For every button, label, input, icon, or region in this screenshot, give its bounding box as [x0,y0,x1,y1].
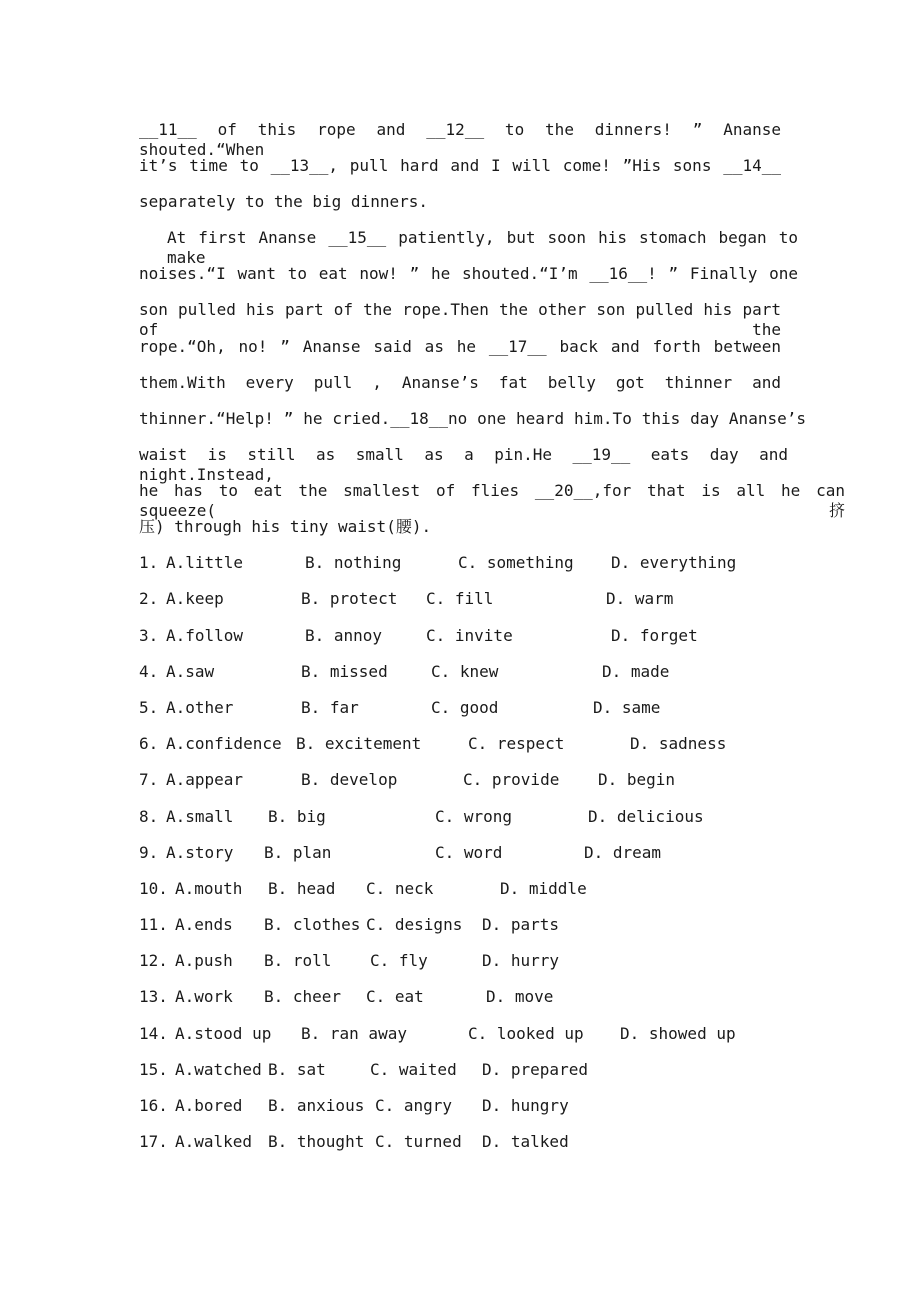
option-a: A.walked [175,1132,253,1151]
option-d: D. forget [611,626,698,645]
question-number: 16. [139,1096,168,1115]
question-row [139,915,560,935]
passage-line: it’s time to __13__, pull hard and I will come! ”His sons __14__ [139,156,781,175]
option-b: B. cheer [264,987,342,1006]
option-d: D. warm [606,589,674,608]
passage-line: 压) through his tiny waist(腰). [139,517,432,536]
option-a: A.push [175,951,233,970]
option-c: C. looked up [468,1024,584,1043]
option-d: D. talked [482,1132,569,1151]
question-row [139,1096,569,1116]
passage-line: son pulled his part of the rope.Then the other son pulled his part of the [139,300,781,339]
option-d: D. parts [482,915,560,934]
question-number: 10. [139,879,168,898]
question-row [139,879,587,899]
option-a: A.ends [175,915,233,934]
passage-line: __11__ of this rope and __12__ to the dinners! ” Ananse shouted.“When [139,120,781,159]
question-row [139,589,674,609]
question-number: 11. [139,915,168,934]
question-number: 3. [139,626,159,645]
question-row [139,770,676,790]
question-row [139,807,704,827]
option-b: B. ran away [301,1024,407,1043]
option-c: C. good [431,698,499,717]
question-row [139,1024,736,1044]
question-row [139,662,670,682]
option-b: B. develop [301,770,398,789]
option-b: B. protect [301,589,398,608]
option-a: A.other [166,698,234,717]
question-row [139,1132,569,1152]
option-d: D. hurry [482,951,560,970]
question-number: 4. [139,662,159,681]
option-b: B. far [301,698,359,717]
option-c: C. fly [370,951,428,970]
option-b: B. sat [268,1060,326,1079]
option-c: C. word [435,843,503,862]
question-row [139,698,661,718]
passage-line: separately to the big dinners. [139,192,428,211]
option-c: C. knew [431,662,499,681]
question-row [139,843,662,863]
question-number: 7. [139,770,159,789]
option-b: B. nothing [305,553,402,572]
option-c: C. respect [468,734,565,753]
passage-line: At first Ananse __15__ patiently, but soon his stomach began to make [167,228,798,267]
option-d: D. dream [584,843,662,862]
option-a: A.little [166,553,244,572]
option-a: A.keep [166,589,224,608]
option-d: D. showed up [620,1024,736,1043]
option-c: C. turned [375,1132,462,1151]
option-a: A.small [166,807,234,826]
option-a: A.saw [166,662,215,681]
option-c: C. angry [375,1096,453,1115]
option-c: C. fill [426,589,494,608]
option-d: D. move [486,987,554,1006]
question-row [139,553,737,573]
option-d: D. middle [500,879,587,898]
question-number: 6. [139,734,159,753]
question-row [139,734,727,754]
passage-line: rope.“Oh, no! ” Ananse said as he __17__ back and forth between [139,337,781,356]
option-d: D. delicious [588,807,704,826]
option-d: D. sadness [630,734,727,753]
question-row [139,951,560,971]
option-d: D. prepared [482,1060,588,1079]
option-c: C. designs [366,915,463,934]
question-number: 13. [139,987,168,1006]
option-b: B. thought [268,1132,365,1151]
question-number: 17. [139,1132,168,1151]
option-a: A.work [175,987,233,1006]
passage-line: he has to eat the smallest of flies __20__,for that is all he can squeeze(挤 [139,481,845,520]
passage-line: noises.“I want to eat now! ” he shouted.“I’m __16__! ” Finally one [139,264,798,283]
option-a: A.appear [166,770,244,789]
question-number: 1. [139,553,159,572]
option-a: A.stood up [175,1024,272,1043]
option-a: A.confidence [166,734,282,753]
question-number: 12. [139,951,168,970]
option-d: D. everything [611,553,737,572]
option-a: A.watched [175,1060,262,1079]
question-row [139,626,698,646]
option-b: B. excitement [296,734,422,753]
option-a: A.mouth [175,879,243,898]
option-c: C. waited [370,1060,457,1079]
option-c: C. provide [463,770,560,789]
option-d: D. made [602,662,670,681]
passage-line: them.With every pull , Ananse’s fat belly got thinner and [139,373,781,392]
option-d: D. begin [598,770,676,789]
option-a: A.bored [175,1096,243,1115]
question-number: 8. [139,807,159,826]
option-b: B. missed [301,662,388,681]
passage-line: thinner.“Help! ” he cried.__18__no one heard him.To this day Ananse’s [139,409,806,428]
question-number: 5. [139,698,159,717]
question-number: 9. [139,843,159,862]
option-b: B. anxious [268,1096,365,1115]
option-d: D. same [593,698,661,717]
question-number: 15. [139,1060,168,1079]
option-c: C. invite [426,626,513,645]
question-row [139,1060,588,1080]
option-c: C. eat [366,987,424,1006]
option-c: C. wrong [435,807,513,826]
option-a: A.story [166,843,234,862]
option-d: D. hungry [482,1096,569,1115]
question-number: 2. [139,589,159,608]
option-b: B. roll [264,951,332,970]
option-b: B. annoy [305,626,383,645]
passage-line: waist is still as small as a pin.He __19__ eats day and night.Instead, [139,445,788,484]
question-row [139,987,554,1007]
question-number: 14. [139,1024,168,1043]
option-b: B. head [268,879,336,898]
option-c: C. something [458,553,574,572]
option-a: A.follow [166,626,244,645]
option-b: B. plan [264,843,332,862]
option-c: C. neck [366,879,434,898]
option-b: B. clothes [264,915,361,934]
option-b: B. big [268,807,326,826]
